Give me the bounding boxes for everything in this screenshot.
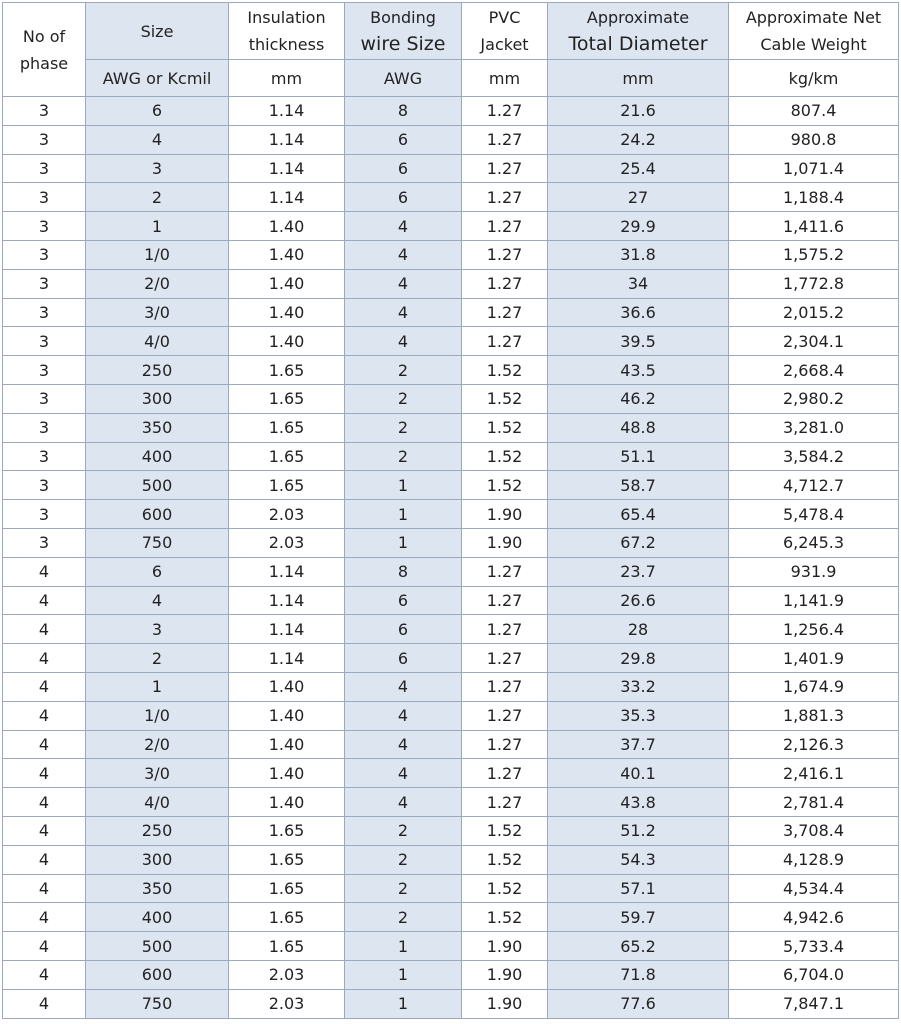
table-row	[3, 730, 899, 759]
cell-jacket: 1.27	[462, 788, 548, 817]
header-diameter-line2: Total Diameter	[568, 33, 708, 55]
cell-weight: 1,772.8	[729, 269, 899, 298]
unit-diameter: mm	[548, 60, 729, 97]
cell-phase: 4	[3, 701, 86, 730]
cell-insulation: 1.14	[229, 586, 345, 615]
cell-bonding: 4	[345, 269, 462, 298]
cell-size: 750	[86, 528, 229, 557]
cell-size: 3/0	[86, 759, 229, 788]
cell-weight: 6,704.0	[729, 960, 899, 989]
cell-bonding: 2	[345, 442, 462, 471]
cell-insulation: 2.03	[229, 500, 345, 529]
cell-insulation: 1.40	[229, 759, 345, 788]
cell-weight: 1,674.9	[729, 672, 899, 701]
table-row	[3, 701, 899, 730]
cell-size: 300	[86, 384, 229, 413]
cell-bonding: 1	[345, 471, 462, 500]
cell-bonding: 4	[345, 327, 462, 356]
table-row	[3, 125, 899, 154]
cell-size: 3	[86, 615, 229, 644]
header-weight-line2: Cable Weight	[760, 35, 867, 54]
cell-diameter: 23.7	[548, 557, 729, 586]
cell-size: 400	[86, 442, 229, 471]
cell-jacket: 1.27	[462, 154, 548, 183]
cell-phase: 4	[3, 788, 86, 817]
header-bonding-line2: wire Size	[360, 33, 446, 55]
cell-jacket: 1.27	[462, 615, 548, 644]
cell-phase: 3	[3, 183, 86, 212]
cell-size: 1/0	[86, 701, 229, 730]
cell-weight: 2,126.3	[729, 730, 899, 759]
cell-weight: 1,141.9	[729, 586, 899, 615]
cell-jacket: 1.52	[462, 903, 548, 932]
cell-bonding: 1	[345, 989, 462, 1018]
cell-phase: 3	[3, 500, 86, 529]
cell-insulation: 1.14	[229, 125, 345, 154]
cell-insulation: 1.65	[229, 874, 345, 903]
cell-weight: 3,281.0	[729, 413, 899, 442]
table-row	[3, 557, 899, 586]
table-row	[3, 672, 899, 701]
cell-insulation: 1.65	[229, 471, 345, 500]
cell-bonding: 1	[345, 528, 462, 557]
table-row	[3, 183, 899, 212]
cell-bonding: 2	[345, 903, 462, 932]
cell-phase: 4	[3, 615, 86, 644]
table-row	[3, 298, 899, 327]
cell-insulation: 1.65	[229, 932, 345, 961]
cell-insulation: 2.03	[229, 989, 345, 1018]
cell-jacket: 1.27	[462, 240, 548, 269]
cell-phase: 4	[3, 557, 86, 586]
cell-bonding: 4	[345, 240, 462, 269]
table-row	[3, 442, 899, 471]
cell-phase: 4	[3, 874, 86, 903]
cell-phase: 4	[3, 845, 86, 874]
cell-insulation: 2.03	[229, 960, 345, 989]
cell-size: 350	[86, 413, 229, 442]
cell-size: 400	[86, 903, 229, 932]
cell-diameter: 57.1	[548, 874, 729, 903]
cell-phase: 4	[3, 644, 86, 673]
cell-insulation: 1.65	[229, 442, 345, 471]
cell-jacket: 1.27	[462, 672, 548, 701]
cell-weight: 5,478.4	[729, 500, 899, 529]
cell-weight: 3,708.4	[729, 816, 899, 845]
cell-insulation: 1.40	[229, 672, 345, 701]
cell-weight: 1,071.4	[729, 154, 899, 183]
table-row	[3, 960, 899, 989]
header-phase-line1: No of	[22, 26, 66, 46]
cell-insulation: 1.40	[229, 298, 345, 327]
cell-phase: 3	[3, 327, 86, 356]
cell-phase: 3	[3, 471, 86, 500]
cell-weight: 1,411.6	[729, 212, 899, 241]
unit-row	[3, 60, 899, 97]
header-diameter	[548, 3, 729, 60]
header-diameter-line1: Approximate	[586, 8, 690, 27]
cell-phase: 3	[3, 384, 86, 413]
cell-diameter: 65.4	[548, 500, 729, 529]
cell-insulation: 1.65	[229, 845, 345, 874]
unit-insulation: mm	[229, 60, 345, 97]
cell-weight: 7,847.1	[729, 989, 899, 1018]
table-body	[3, 97, 899, 1019]
header-insulation	[229, 3, 345, 60]
cell-jacket: 1.52	[462, 384, 548, 413]
cell-insulation: 1.40	[229, 730, 345, 759]
cell-size: 1/0	[86, 240, 229, 269]
cell-bonding: 6	[345, 644, 462, 673]
cell-size: 600	[86, 960, 229, 989]
header-phase-line2: phase	[19, 53, 69, 73]
cell-phase: 3	[3, 154, 86, 183]
cell-weight: 2,304.1	[729, 327, 899, 356]
header-phase	[3, 3, 86, 97]
cell-size: 350	[86, 874, 229, 903]
table-row	[3, 97, 899, 126]
cell-diameter: 65.2	[548, 932, 729, 961]
cell-insulation: 1.40	[229, 701, 345, 730]
cell-size: 300	[86, 845, 229, 874]
cell-weight: 2,980.2	[729, 384, 899, 413]
cell-diameter: 58.7	[548, 471, 729, 500]
header-size-label: Size	[140, 21, 174, 41]
cell-jacket: 1.27	[462, 644, 548, 673]
table-row	[3, 327, 899, 356]
cell-size: 4/0	[86, 788, 229, 817]
table-row	[3, 471, 899, 500]
cell-bonding: 6	[345, 183, 462, 212]
cell-jacket: 1.90	[462, 500, 548, 529]
cell-phase: 4	[3, 586, 86, 615]
table-row	[3, 615, 899, 644]
cell-bonding: 6	[345, 125, 462, 154]
cell-diameter: 29.8	[548, 644, 729, 673]
cell-diameter: 35.3	[548, 701, 729, 730]
cell-diameter: 36.6	[548, 298, 729, 327]
table-row	[3, 903, 899, 932]
table-row	[3, 269, 899, 298]
table-row	[3, 845, 899, 874]
cell-size: 1	[86, 672, 229, 701]
table-row	[3, 154, 899, 183]
cell-phase: 3	[3, 269, 86, 298]
header-jacket-line1: PVC	[488, 8, 521, 27]
table-row	[3, 644, 899, 673]
cell-size: 250	[86, 816, 229, 845]
table-row	[3, 586, 899, 615]
cell-bonding: 6	[345, 615, 462, 644]
header-insulation-line1: Insulation	[247, 8, 326, 27]
cell-size: 3/0	[86, 298, 229, 327]
cell-jacket: 1.52	[462, 356, 548, 385]
cell-bonding: 8	[345, 97, 462, 126]
cell-diameter: 24.2	[548, 125, 729, 154]
cell-insulation: 1.14	[229, 154, 345, 183]
table-row	[3, 384, 899, 413]
cell-phase: 4	[3, 989, 86, 1018]
cell-size: 1	[86, 212, 229, 241]
cell-weight: 1,575.2	[729, 240, 899, 269]
cell-weight: 4,712.7	[729, 471, 899, 500]
cell-size: 750	[86, 989, 229, 1018]
cell-diameter: 46.2	[548, 384, 729, 413]
cell-diameter: 27	[548, 183, 729, 212]
cell-bonding: 2	[345, 356, 462, 385]
cell-insulation: 1.65	[229, 356, 345, 385]
cell-jacket: 1.27	[462, 759, 548, 788]
cell-bonding: 4	[345, 730, 462, 759]
cell-insulation: 1.65	[229, 413, 345, 442]
cell-size: 4	[86, 586, 229, 615]
cell-phase: 4	[3, 759, 86, 788]
cell-insulation: 1.14	[229, 97, 345, 126]
cell-insulation: 2.03	[229, 528, 345, 557]
cell-jacket: 1.90	[462, 989, 548, 1018]
cell-jacket: 1.27	[462, 298, 548, 327]
cell-phase: 3	[3, 528, 86, 557]
table-row	[3, 874, 899, 903]
header-jacket	[462, 3, 548, 60]
cell-weight: 2,416.1	[729, 759, 899, 788]
cell-jacket: 1.27	[462, 212, 548, 241]
cell-phase: 3	[3, 298, 86, 327]
header-size	[86, 3, 229, 60]
cell-jacket: 1.27	[462, 327, 548, 356]
table-row	[3, 816, 899, 845]
cell-bonding: 4	[345, 701, 462, 730]
cell-phase: 4	[3, 672, 86, 701]
cell-diameter: 71.8	[548, 960, 729, 989]
cell-size: 600	[86, 500, 229, 529]
cell-phase: 3	[3, 125, 86, 154]
cell-size: 6	[86, 557, 229, 586]
cell-insulation: 1.40	[229, 269, 345, 298]
table-row	[3, 759, 899, 788]
cell-insulation: 1.65	[229, 903, 345, 932]
cell-weight: 3,584.2	[729, 442, 899, 471]
cell-bonding: 2	[345, 384, 462, 413]
cell-diameter: 33.2	[548, 672, 729, 701]
cell-diameter: 77.6	[548, 989, 729, 1018]
cell-diameter: 40.1	[548, 759, 729, 788]
cell-weight: 2,781.4	[729, 788, 899, 817]
cell-phase: 4	[3, 816, 86, 845]
cell-insulation: 1.65	[229, 384, 345, 413]
cell-phase: 3	[3, 97, 86, 126]
cell-phase: 4	[3, 932, 86, 961]
cell-diameter: 25.4	[548, 154, 729, 183]
cell-jacket: 1.90	[462, 960, 548, 989]
cell-insulation: 1.14	[229, 615, 345, 644]
cell-phase: 3	[3, 413, 86, 442]
cell-jacket: 1.27	[462, 125, 548, 154]
table-row	[3, 788, 899, 817]
cell-bonding: 4	[345, 759, 462, 788]
cell-diameter: 31.8	[548, 240, 729, 269]
cell-bonding: 2	[345, 413, 462, 442]
cell-bonding: 1	[345, 960, 462, 989]
cell-diameter: 34	[548, 269, 729, 298]
cell-insulation: 1.40	[229, 327, 345, 356]
cell-diameter: 39.5	[548, 327, 729, 356]
table-row	[3, 932, 899, 961]
table-header	[3, 3, 899, 97]
cell-diameter: 54.3	[548, 845, 729, 874]
cell-weight: 4,128.9	[729, 845, 899, 874]
cell-diameter: 51.2	[548, 816, 729, 845]
cell-diameter: 29.9	[548, 212, 729, 241]
cell-insulation: 1.14	[229, 183, 345, 212]
cell-diameter: 67.2	[548, 528, 729, 557]
cell-weight: 807.4	[729, 97, 899, 126]
cell-weight: 4,942.6	[729, 903, 899, 932]
cell-size: 250	[86, 356, 229, 385]
table-row	[3, 356, 899, 385]
cell-weight: 2,668.4	[729, 356, 899, 385]
cell-jacket: 1.27	[462, 701, 548, 730]
cell-jacket: 1.27	[462, 269, 548, 298]
cell-jacket: 1.52	[462, 413, 548, 442]
cell-jacket: 1.52	[462, 845, 548, 874]
cell-jacket: 1.27	[462, 586, 548, 615]
unit-jacket: mm	[462, 60, 548, 97]
header-weight-line1: Approximate Net	[745, 8, 882, 27]
cell-size: 4	[86, 125, 229, 154]
cell-jacket: 1.27	[462, 97, 548, 126]
cell-phase: 4	[3, 960, 86, 989]
cell-jacket: 1.90	[462, 932, 548, 961]
cell-diameter: 28	[548, 615, 729, 644]
cell-insulation: 1.40	[229, 212, 345, 241]
cell-size: 500	[86, 932, 229, 961]
cell-phase: 3	[3, 356, 86, 385]
cell-jacket: 1.90	[462, 528, 548, 557]
cell-size: 4/0	[86, 327, 229, 356]
table-row	[3, 240, 899, 269]
header-jacket-line2: Jacket	[480, 35, 529, 54]
cell-weight: 1,881.3	[729, 701, 899, 730]
cell-bonding: 4	[345, 212, 462, 241]
cell-bonding: 6	[345, 586, 462, 615]
cell-phase: 3	[3, 240, 86, 269]
cell-phase: 4	[3, 903, 86, 932]
cell-diameter: 59.7	[548, 903, 729, 932]
cell-insulation: 1.40	[229, 240, 345, 269]
cell-jacket: 1.52	[462, 874, 548, 903]
header-bonding	[345, 3, 462, 60]
cell-size: 2/0	[86, 730, 229, 759]
header-weight	[729, 3, 899, 60]
header-bonding-line1: Bonding	[370, 8, 436, 27]
cell-bonding: 4	[345, 788, 462, 817]
cell-bonding: 1	[345, 932, 462, 961]
cell-jacket: 1.27	[462, 730, 548, 759]
cell-bonding: 4	[345, 672, 462, 701]
cell-size: 2	[86, 183, 229, 212]
cell-weight: 5,733.4	[729, 932, 899, 961]
cell-size: 2/0	[86, 269, 229, 298]
cell-bonding: 6	[345, 154, 462, 183]
table-row	[3, 500, 899, 529]
cell-weight: 6,245.3	[729, 528, 899, 557]
cell-weight: 2,015.2	[729, 298, 899, 327]
header-row	[3, 3, 899, 60]
cell-size: 3	[86, 154, 229, 183]
cell-weight: 931.9	[729, 557, 899, 586]
cell-diameter: 21.6	[548, 97, 729, 126]
cell-weight: 1,188.4	[729, 183, 899, 212]
cell-size: 2	[86, 644, 229, 673]
cell-insulation: 1.14	[229, 557, 345, 586]
table-row	[3, 212, 899, 241]
cell-phase: 4	[3, 730, 86, 759]
unit-bonding: AWG	[345, 60, 462, 97]
cell-bonding: 2	[345, 874, 462, 903]
cell-size: 500	[86, 471, 229, 500]
unit-size: AWG or Kcmil	[86, 60, 229, 97]
cell-bonding: 4	[345, 298, 462, 327]
cell-insulation: 1.40	[229, 788, 345, 817]
cell-diameter: 48.8	[548, 413, 729, 442]
cell-weight: 1,256.4	[729, 615, 899, 644]
cell-diameter: 43.8	[548, 788, 729, 817]
table-row	[3, 528, 899, 557]
table-row	[3, 413, 899, 442]
cell-jacket: 1.27	[462, 183, 548, 212]
cell-phase: 3	[3, 442, 86, 471]
cell-bonding: 1	[345, 500, 462, 529]
cell-bonding: 2	[345, 816, 462, 845]
cell-diameter: 43.5	[548, 356, 729, 385]
cell-diameter: 26.6	[548, 586, 729, 615]
cell-insulation: 1.65	[229, 816, 345, 845]
cell-jacket: 1.52	[462, 471, 548, 500]
cable-spec-table	[2, 2, 899, 1019]
header-insulation-line2: thickness	[248, 35, 325, 54]
cell-insulation: 1.14	[229, 644, 345, 673]
cell-weight: 1,401.9	[729, 644, 899, 673]
unit-weight: kg/km	[729, 60, 899, 97]
cell-bonding: 8	[345, 557, 462, 586]
cell-jacket: 1.52	[462, 816, 548, 845]
cell-size: 6	[86, 97, 229, 126]
cell-diameter: 51.1	[548, 442, 729, 471]
cell-bonding: 2	[345, 845, 462, 874]
cell-weight: 4,534.4	[729, 874, 899, 903]
cell-jacket: 1.52	[462, 442, 548, 471]
cell-diameter: 37.7	[548, 730, 729, 759]
table-row	[3, 989, 899, 1018]
cell-jacket: 1.27	[462, 557, 548, 586]
cell-phase: 3	[3, 212, 86, 241]
cell-weight: 980.8	[729, 125, 899, 154]
